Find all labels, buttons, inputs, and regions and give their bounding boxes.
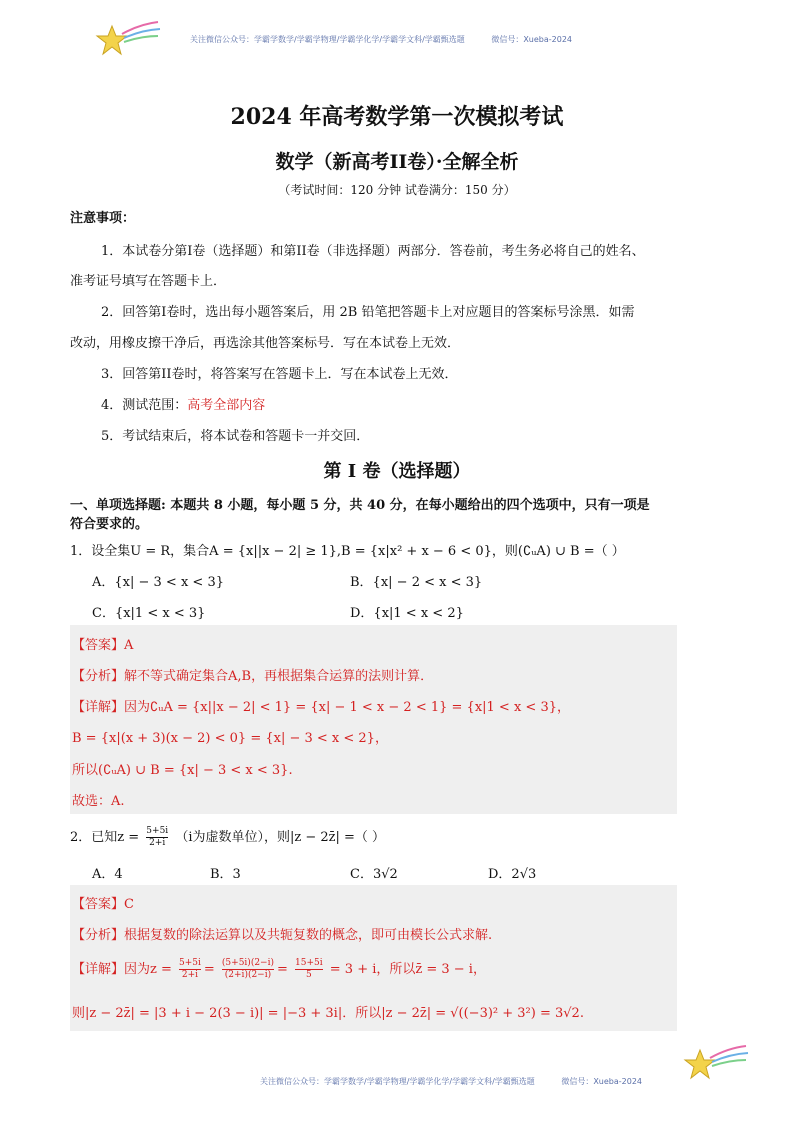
- q2-detail-fraction-3: [295, 958, 323, 981]
- q2-detail-fraction-2-numerator: (5+5i)(2−i): [221, 958, 274, 968]
- notice-heading: 注意事项：: [70, 211, 136, 226]
- q2-detail-fraction-1-numerator: 5+5i: [179, 958, 201, 968]
- footer-left-text: 关注微信公众号：学霸学数学/学霸学物理/学霸学化学/学霸学文科/学霸甄选题: [260, 1077, 535, 1086]
- q2-option-a: A．4: [92, 867, 123, 882]
- q1-detail-line-1: 【详解】因为∁ᵤA = {x||x − 2| < 1} = {x| − 1 < x − 2 < 1} = {x|1 < x < 3}，: [72, 700, 570, 715]
- notice-item-2-line-2: 改动，用橡皮擦干净后，再选涂其他答案标号．写在本试卷上无效．: [70, 336, 461, 351]
- notice-item-3: 3．回答第II卷时，将答案写在答题卡上．写在本试卷上无效．: [101, 367, 458, 382]
- q1-detail-line-4: 故选：A.: [72, 794, 125, 809]
- q2-fraction-numerator: 5+5i: [146, 826, 169, 836]
- q2-fraction: [146, 826, 168, 849]
- q1-option-b: B．{x| − 2 < x < 3}: [350, 575, 483, 590]
- q2-fraction-denominator: 2+i: [149, 838, 166, 848]
- footer-right-text: 微信号：Xueba-2024: [561, 1077, 643, 1086]
- q2-detail-line-1: 【详解】因为z = $\frac{5+5i}{2+i}$ = $\frac{(5+5i)(2-i)}{(2+i)(2-i)}$ = $\frac{15+5i}{5}$ = 3 + i，所以z̄ = 3 − i，: [72, 958, 486, 980]
- exam-meta: （考试时间：120 分钟 试卷满分：150 分）: [278, 183, 516, 197]
- notice-item-5: 5．考试结束后，将本试卷和答题卡一并交回．: [101, 429, 370, 444]
- section-title: 第 I 卷（选择题）: [323, 461, 471, 482]
- part1-instructions-line-1: 一、单项选择题: 本题共 8 小题，每小题 5 分，共 40 分，在每小题给出的四个选项中，只有一项是: [70, 498, 650, 513]
- q2-detail-fraction-3-numerator: 15+5i: [295, 958, 323, 968]
- q2-detail-prefix: 【详解】因为z =: [72, 962, 172, 977]
- page-header: [190, 34, 596, 45]
- q1-detail-line-2: B = {x|(x + 3)(x − 2) < 0} = {x| − 3 < x < 2}，: [72, 731, 388, 746]
- page-footer: [260, 1076, 666, 1087]
- notice-item-2-line-1: 2．回答第I卷时，选出每小题答案后，用 2B 铅笔把答题卡上对应题目的答案标号涂黑．如需: [101, 305, 635, 320]
- notice-item-1-line-1: 1．本试卷分第I卷（选择题）和第II卷（非选择题）两部分．答卷前，考生务必将自己的姓名、: [101, 244, 645, 259]
- q1-stem: 1．设全集U = R，集合A = {x||x − 2| ≥ 1},B = {x|x² + x − 6 < 0}，则(∁ᵤA) ∪ B =（ ）: [70, 544, 625, 559]
- header-left-text: 关注微信公众号：学霸学数学/学霸学物理/学霸学化学/学霸学文科/学霸甄选题: [190, 35, 465, 44]
- q2-option-d: D．2√3: [488, 867, 537, 882]
- q2-stem-suffix: （i为虚数单位），则|z − 2z̄| =（ ）: [175, 830, 386, 845]
- q2-stem: [70, 826, 385, 849]
- q1-answer: 【答案】A: [72, 638, 134, 653]
- q2-option-c: C．3√2: [350, 867, 398, 882]
- q2-option-b: B．3: [210, 867, 241, 882]
- q2-detail-fraction-1-denominator: 2+i: [181, 970, 199, 980]
- q2-detail-suffix: = 3 + i，所以z̄ = 3 − i，: [329, 962, 486, 977]
- q2-detail-line-2: 则|z − 2z̄| = |3 + i − 2(3 − i)| = |−3 + 3i|．所以|z − 2z̄| = √((−3)² + 3²) = 3√2.: [72, 1006, 584, 1021]
- q1-detail-line-3: 所以(∁ᵤA) ∪ B = {x| − 3 < x < 3}.: [72, 763, 293, 778]
- q1-option-a: A．{x| − 3 < x < 3}: [92, 575, 224, 590]
- q2-detail-fraction-3-denominator: 5: [305, 970, 312, 980]
- q1-option-c: C．{x|1 < x < 3}: [92, 606, 206, 621]
- notice-item-1-line-2: 准考证号填写在答题卡上．: [70, 274, 227, 289]
- q2-detail-fraction-1: [179, 958, 201, 981]
- page-subtitle: 数学（新高考II卷）·全解全析: [275, 151, 519, 173]
- page-title: 2024 年高考数学第一次模拟考试: [230, 104, 564, 130]
- q2-analysis: 【分析】根据复数的除法运算以及共轭复数的概念，即可由模长公式求解.: [72, 928, 493, 943]
- header-right-text: 微信号：Xueba-2024: [491, 35, 573, 44]
- star-logo-icon: [92, 20, 162, 60]
- q1-answer-box: [70, 625, 677, 814]
- notice-item-4-prefix: 4．测试范围：: [101, 398, 188, 413]
- star-logo-icon: [680, 1044, 750, 1084]
- q2-stem-prefix: 2．已知z =: [70, 830, 140, 845]
- notice-item-4: [101, 394, 265, 413]
- q2-detail-fraction-2-denominator: (2+i)(2−i): [224, 970, 272, 980]
- q1-option-d: D．{x|1 < x < 2}: [350, 606, 464, 621]
- part1-instructions-line-2: 符合要求的。: [70, 517, 149, 532]
- q2-detail-fraction-2: [222, 958, 274, 981]
- q2-answer: 【答案】C: [72, 897, 134, 912]
- q1-analysis: 【分析】解不等式确定集合A,B，再根据集合运算的法则计算．: [72, 669, 434, 684]
- notice-item-4-value: 高考全部内容: [187, 398, 266, 413]
